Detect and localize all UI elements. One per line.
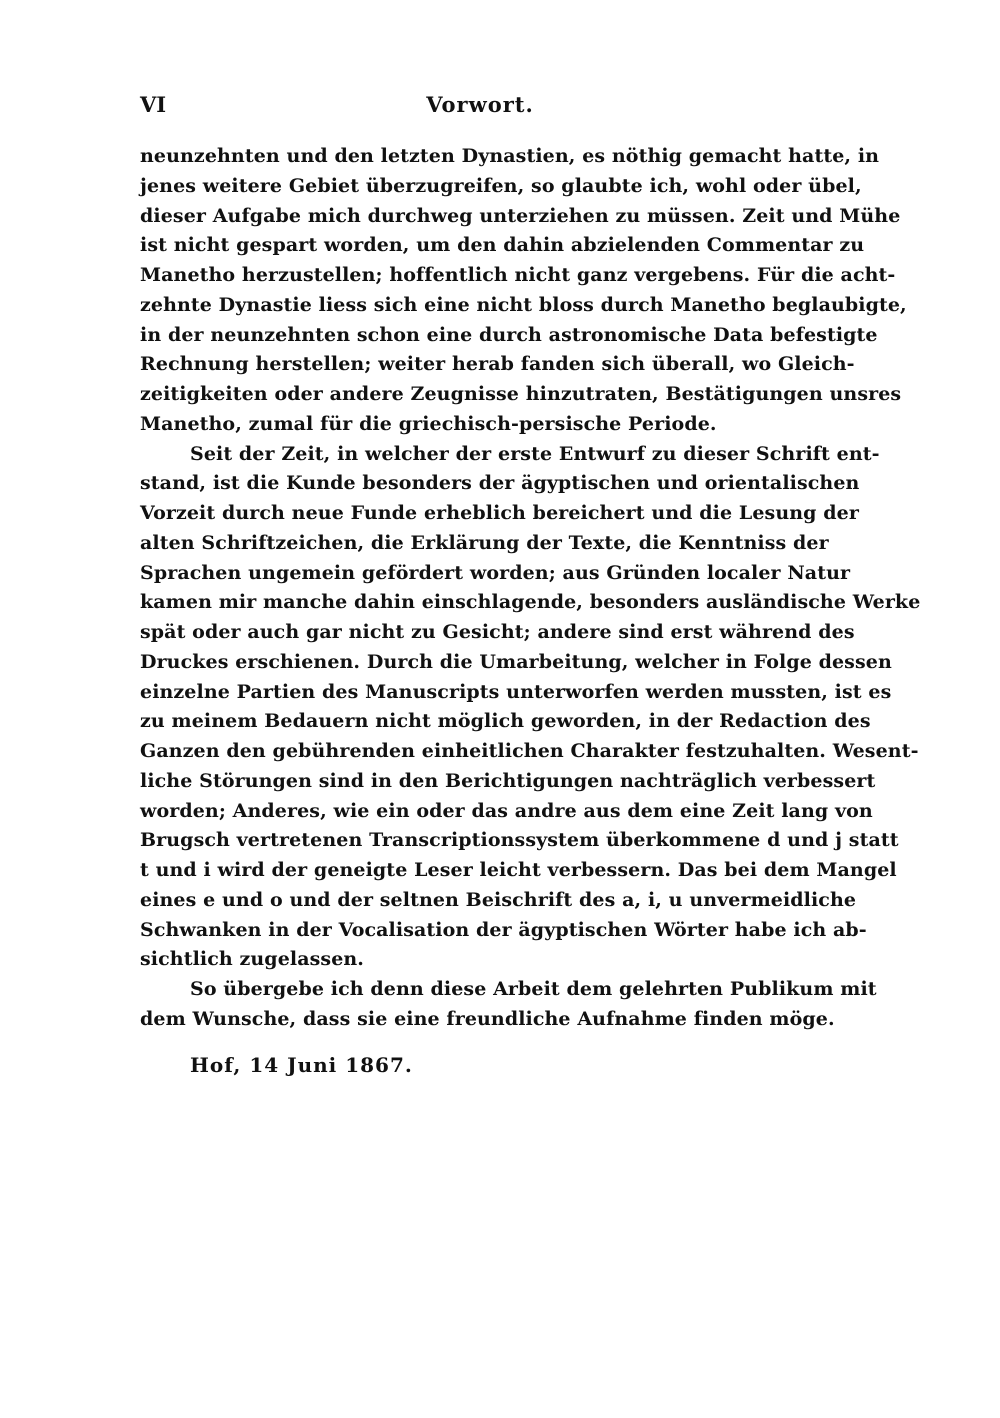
text-line: sichtlich zugelassen.: [140, 948, 365, 971]
text-line: einzelne Partien des Manuscripts unterworfen werden mussten, ist es: [140, 680, 892, 703]
text-line: spät oder auch gar nicht zu Gesicht; andere sind erst während des: [140, 621, 855, 643]
text-line: Brugsch vertretenen Transcriptionssystem überkommene d und j statt: [140, 829, 899, 852]
text-line: ist nicht gespart worden, um den dahin abzielenden Commentar zu: [140, 234, 865, 257]
text-line: zu meinem Bedauern nicht möglich geworden, in der Redaction des: [140, 710, 871, 733]
text-line: Manetho herzustellen; hoffentlich nicht ganz vergebens. Für die acht-: [140, 264, 896, 286]
text-line: dieser Aufgabe mich durchweg unterziehen zu müssen. Zeit und Mühe: [140, 204, 901, 227]
text-line: in der neunzehnten schon eine durch astronomische Data befestigte: [140, 323, 878, 346]
text-line: zehnte Dynastie liess sich eine nicht bloss durch Manetho beglaubigte,: [140, 293, 907, 316]
body-text: [140, 142, 921, 1035]
text-line: eines e und o und der seltnen Beischrift des a, i, u unvermeidliche: [140, 888, 857, 911]
text-line: So übergebe ich denn diese Arbeit dem gelehrten Publikum mit: [190, 978, 877, 1000]
text-line: dem Wunsche, dass sie eine freundliche Aufnahme finden möge.: [140, 1007, 835, 1030]
text-line: liche Störungen sind in den Berichtigungen nachträglich verbessert: [140, 769, 876, 792]
text-line: jenes weitere Gebiet überzugreifen, so glaubte ich, wohl oder übel,: [140, 174, 862, 197]
page-header: [140, 92, 820, 126]
text-line: worden; Anderes, wie ein oder das andre aus dem eine Zeit lang von: [140, 799, 873, 822]
page-number: VI: [140, 92, 167, 117]
text-line: stand, ist die Kunde besonders der ägyptischen und orientalischen: [140, 472, 860, 495]
text-line: Rechnung herstellen; weiter herab fanden sich überall, wo Gleich-: [140, 353, 855, 376]
text-line: t und i wird der geneigte Leser leicht verbessern. Das bei dem Mangel: [140, 859, 897, 881]
text-line: Sprachen ungemein gefördert worden; aus Gründen localer Natur: [140, 561, 851, 584]
text-line: Seit der Zeit, in welcher der erste Entwurf zu dieser Schrift ent-: [190, 442, 880, 465]
text-line: zeitigkeiten oder andere Zeugnisse hinzutraten, Bestätigungen unsres: [140, 383, 902, 405]
text-line: alten Schriftzeichen, die Erklärung der Texte, die Kenntniss der: [140, 531, 829, 554]
place-date-signature: Hof, 14 Juni 1867.: [190, 1053, 413, 1077]
text-line: Manetho, zumal für die griechisch-persische Periode.: [140, 412, 717, 435]
text-line: Schwanken in der Vocalisation der ägyptischen Wörter habe ich ab-: [140, 918, 867, 941]
text-line: Ganzen den gebührenden einheitlichen Charakter festzuhalten. Wesent-: [140, 740, 919, 762]
text-line: Druckes erschienen. Durch die Umarbeitung, welcher in Folge dessen: [140, 650, 892, 673]
text-line: neunzehnten und den letzten Dynastien, es nöthig gemacht hatte, in: [140, 145, 880, 167]
running-head: Vorwort.: [426, 92, 534, 117]
text-line: kamen mir manche dahin einschlagende, besonders ausländische Werke: [140, 591, 921, 614]
text-line: Vorzeit durch neue Funde erheblich bereichert und die Lesung der: [140, 502, 859, 524]
